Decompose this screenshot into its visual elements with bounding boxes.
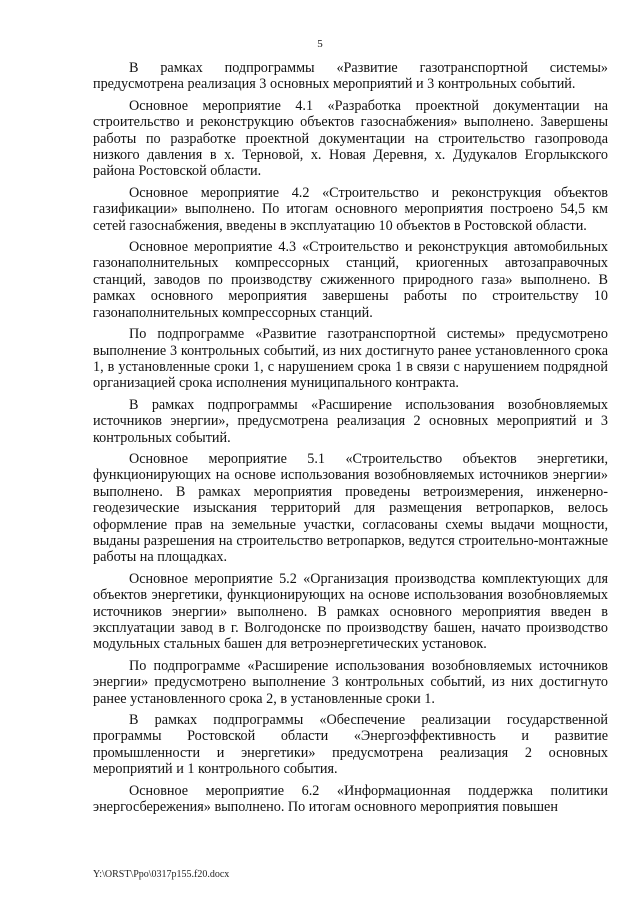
file-path-footer: Y:\ORST\Ppo\0317p155.f20.docx bbox=[93, 869, 230, 880]
paragraph: Основное мероприятие 5.2 «Организация производства комплектующих для объектов энергетики, функционирующих на основе использования возобновляемых источников энергии» выполнено. В рамках основного мероприятия введен в эксплуатации завод в г. Волгодонске по производству башен, начато производство модульных стальных башен для ветроэнергетических установок. bbox=[93, 570, 608, 653]
paragraph: Основное мероприятие 6.2 «Информационная поддержка политики энергосбережения» выполнено. По итогам основного мероприятия повышен bbox=[93, 782, 608, 816]
document-body bbox=[93, 60, 608, 820]
paragraph: В рамках подпрограммы «Расширение использования возобновляемых источников энергии», предусмотрена реализация 2 основных мероприятий и 3 контрольных событий. bbox=[93, 396, 608, 446]
paragraph: Основное мероприятие 4.1 «Разработка проектной документации на строительство и реконструкцию объектов газоснабжения» выполнено. Завершены работы по разработке проектной документации на строительство газопровода низкого давления в х. Терновой, х. Новая Деревня, х. Дудукалов Егорлыкского района Ростовской области. bbox=[93, 97, 608, 180]
paragraph: Основное мероприятие 4.3 «Строительство и реконструкция автомобильных газонаполнительных компрессорных станций, криогенных автозаправочных станций, заводов по производству сжиженного природного газа» выполнено. В рамках основного мероприятия завершены работы по строительству 10 газонаполнительных компрессорных станций. bbox=[93, 239, 608, 321]
paragraph: По подпрограмме «Развитие газотранспортной системы» предусмотрено выполнение 3 контрольных событий, из них достигнуто ранее установленного срока 1, в установленные сроки 1, с нарушением срока 1 в связи с нарушением подрядной организацией срока исполнения муниципального контракта. bbox=[93, 326, 608, 392]
paragraph: По подпрограмме «Расширение использования возобновляемых источников энергии» предусмотрено выполнение 3 контрольных событий, из них достигнуто ранее установленного срока 2, в установленные сроки 1. bbox=[93, 657, 608, 707]
paragraph: Основное мероприятие 4.2 «Строительство и реконструкция объектов газификации» выполнено. По итогам основного мероприятия построено 54,5 км сетей газоснабжения, введены в эксплуатацию 10 объектов в Ростовской области. bbox=[93, 184, 608, 234]
paragraph: В рамках подпрограммы «Обеспечение реализации государственной программы Ростовской области «Энергоэффективность и развитие промышленности и энергетики» предусмотрена реализация 2 основных мероприятий и 1 контрольного события. bbox=[93, 712, 608, 778]
paragraph: В рамках подпрограммы «Развитие газотранспортной системы» предусмотрена реализация 3 основных мероприятий и 3 контрольных событий. bbox=[93, 60, 608, 93]
paragraph: Основное мероприятие 5.1 «Строительство объектов энергетики, функционирующих на основе использования возобновляемых источников энергии» выполнено. В рамках мероприятия проведены ветроизмерения, инженерно-геодезические изыскания территорий для размещения ветропарков, велось оформление прав на земельные участки, согласованы схемы выдачи мощности, выданы разрешения на строительство ветропарков, ведутся строительно-монтажные работы на площадках. bbox=[93, 450, 608, 566]
page-number: 5 bbox=[317, 38, 323, 50]
